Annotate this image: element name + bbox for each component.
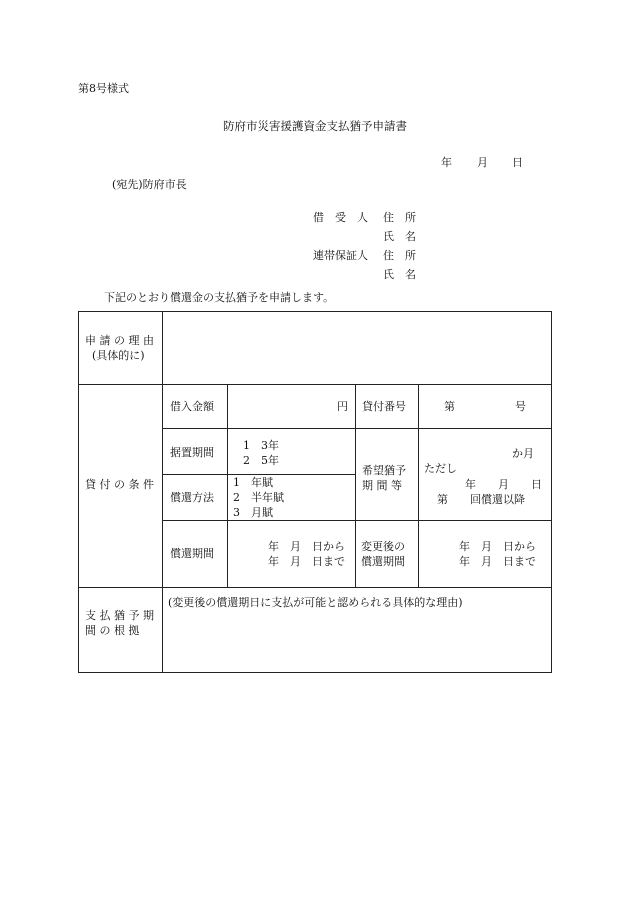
loan-number-label: 貸付番号 [362,400,406,413]
repayment-method-label-cell [163,475,228,521]
basis-input-cell[interactable] [163,588,552,673]
grace-option[interactable]: 1 3年 [243,438,279,452]
basis-label-cell [79,588,163,673]
repayment-option[interactable]: 3 月賦 [233,506,273,519]
basis-label: 支 払 猶 予 期 間 の 根 拠 [85,609,154,637]
repayment-option[interactable]: 1 年賦 [233,476,273,489]
guarantor-name-label: 氏 名 [383,268,416,281]
requested-proviso: ただし [424,461,457,475]
grace-period-label: 据置期間 [170,445,214,459]
loan-amount-label-cell [163,385,228,429]
changed-period-label-sub: 償還期間 [361,555,405,568]
loan-amount-unit: 円 [337,400,348,413]
loan-amount-label: 借入金額 [170,400,214,413]
requested-date: 年 月 日 [465,477,542,491]
borrower-address-label: 住 所 [383,211,416,224]
repayment-period-input-cell[interactable] [228,521,356,588]
guarantor-address-label: 住 所 [383,249,416,262]
changed-period-from: 年 月 日から [459,540,536,553]
date-month-label: 月 [477,156,488,169]
reason-label-cell [79,312,163,385]
application-form-table [78,311,552,673]
reason-input-cell[interactable] [163,312,552,385]
grace-period-label-cell [163,429,228,475]
repayment-method-options-cell[interactable] [228,475,356,521]
conditions-label: 貸 付 の 条 件 [85,478,154,491]
repayment-period-to: 年 月 日まで [268,555,345,568]
basis-note: (変更後の償還期日に支払が可能と認められる具体的な理由) [168,596,463,609]
changed-period-label: 変更後の [361,540,405,553]
reason-row [79,312,552,385]
grace-period-options-cell[interactable] [228,429,356,475]
conditions-label-cell [79,385,163,588]
date-day-label: 日 [512,156,523,169]
requested-period-label-sub: 期 間 等 [362,478,402,492]
repayment-period-label: 償還期間 [170,547,214,560]
borrower-label: 借 受 人 [313,211,368,224]
requested-period-label: 希望猶予 [362,463,406,477]
repayment-option[interactable]: 2 半年賦 [233,491,284,504]
loan-number-input-cell[interactable] [419,385,552,429]
form-number: 第8号様式 [78,82,129,95]
changed-period-to: 年 月 日まで [459,555,536,568]
changed-period-label-cell [356,521,419,588]
changed-period-input-cell[interactable] [419,521,552,588]
loan-number-label-cell [356,385,419,429]
grace-option[interactable]: 2 5年 [243,453,279,467]
reason-label-sub: (具体的に) [92,349,145,362]
loan-number-prefix: 第 [444,400,455,413]
requested-months: か月 [512,446,534,460]
repayment-method-label: 償還方法 [170,491,214,504]
document-title: 防府市災害援護資金支払猶予申請書 [223,119,407,133]
borrower-name-label: 氏 名 [383,230,416,243]
loan-number-suffix: 号 [515,400,526,413]
requested-period-input-cell[interactable] [419,429,552,521]
repayment-period-from: 年 月 日から [268,540,345,553]
repayment-period-label-cell [163,521,228,588]
basis-row [79,588,552,673]
guarantor-label: 連帯保証人 [313,249,368,262]
requested-from-installment: 第 回償還以降 [437,492,525,506]
loan-amount-row [79,385,552,429]
date-year-label: 年 [441,156,452,169]
requested-period-label-cell [356,429,419,521]
loan-amount-input-cell[interactable] [228,385,356,429]
reason-label: 申 請 の 理 由 [85,334,154,347]
intro-text: 下記のとおり償還金の支払猶予を申請します。 [104,291,335,304]
addressee: (宛先)防府市長 [112,178,187,191]
